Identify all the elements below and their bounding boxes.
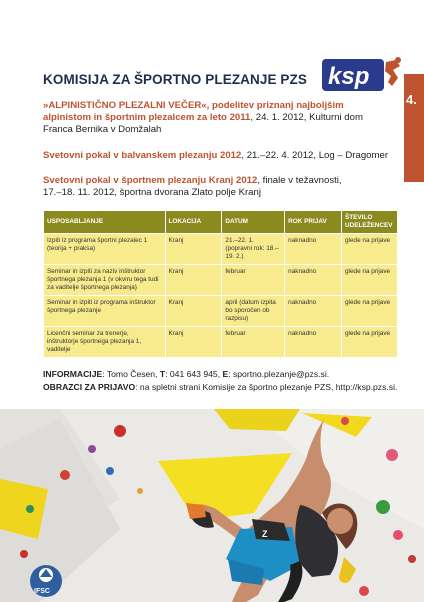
table-cell: naknadno: [285, 234, 342, 265]
col-header-training: USPOSABLJANJE: [44, 211, 166, 234]
table-row: [44, 234, 398, 265]
event-3: [43, 175, 393, 199]
ksp-logo: [320, 56, 404, 94]
col-header-location: LOKACIJA: [165, 211, 222, 234]
contact-name: : Tomo Česen,: [102, 369, 158, 379]
event-3-name: Svetovni pokal v športnem plezanju Kranj 2012: [43, 175, 258, 186]
svg-text:Z: Z: [262, 529, 268, 539]
training-table: [43, 210, 398, 358]
table-cell: februar: [222, 327, 285, 358]
col-header-date: DATUM: [222, 211, 285, 234]
climber-photo: [0, 409, 424, 602]
event-1-details: , 24. 1. 2012, Kulturni dom Franca Bernika v Domžalah: [43, 112, 363, 135]
table-cell: naknadno: [285, 296, 342, 327]
table-cell: Seminar in izpiti iz programa inštruktor športnega plezanje: [44, 296, 166, 327]
table-cell: glede na prijave: [341, 296, 397, 327]
table-cell: glede na prijave: [341, 234, 397, 265]
col-header-participants: ŠTEVILO UDELEŽENCEV: [341, 211, 397, 234]
table-row: [44, 265, 398, 296]
section-number: 4.: [406, 92, 417, 107]
table-cell: Izpiti iz programa športni plezalec 1 (teorija + praksa): [44, 234, 166, 265]
table-cell: februar: [222, 265, 285, 296]
contact-label: INFORMACIJE: [43, 369, 103, 379]
forms-label: OBRAZCI ZA PRIJAVO: [43, 382, 136, 392]
table-cell: Seminar in izpiti za naziv inštruktor športnega plezanja 1 (v okviru tega tudi za vaditelje športnega plezanja): [44, 265, 166, 296]
section-tab: [404, 74, 424, 182]
forms-text: : na spletni strani Komisije za športno plezanje PZS, http://ksp.pzs.si.: [135, 382, 398, 392]
contact-info: [43, 369, 329, 380]
table-cell: glede na prijave: [341, 327, 397, 358]
contact-phone: : 041 643 945,: [165, 369, 221, 379]
table-cell: Licenčni seminar za trenerje, inštruktorje športnega plezanja 1, vaditelje: [44, 327, 166, 358]
page-title: KOMISIJA ZA ŠPORTNO PLEZANJE PZS: [43, 72, 307, 87]
table-row: [44, 296, 398, 327]
table-cell: Kranj: [165, 234, 222, 265]
table-header-row: [44, 211, 398, 234]
table-cell: 21.–22. 1. (popravni rok: 18.–19. 2.): [222, 234, 285, 265]
table-cell: glede na prijave: [341, 265, 397, 296]
email-label: E: [222, 369, 229, 379]
event-1: [43, 100, 393, 136]
col-header-deadline: ROK PRIJAV: [285, 211, 342, 234]
event-2-name: Svetovni pokal v balvanskem plezanju 2012: [43, 150, 242, 161]
event-1-name: »ALPINISTIČNO PLEZALNI VEČER«, podelitev priznanj najboljšim alpinistom in športnim plezalcem za leto 2011: [43, 100, 344, 123]
ifsc-badge-text: IFSC: [34, 588, 50, 595]
event-2: [43, 150, 393, 162]
table-cell: Kranj: [165, 296, 222, 327]
table-cell: naknadno: [285, 265, 342, 296]
event-2-details: , 21.–22. 4. 2012, Log – Dragomer: [241, 150, 389, 161]
table-row: [44, 327, 398, 358]
table-cell: Kranj: [165, 265, 222, 296]
table-cell: Kranj: [165, 327, 222, 358]
forms-info: [43, 382, 397, 393]
event-3-details-2: 17.–18. 11. 2012, športna dvorana Zlato polje Kranj: [43, 187, 261, 198]
event-3-details-1: , finale v težavnosti,: [257, 175, 342, 186]
table-cell: naknadno: [285, 327, 342, 358]
contact-email: : sportno.plezanje@pzs.si.: [228, 369, 330, 379]
table-cell: april (datum izpita bo sporočen ob razpisu): [222, 296, 285, 327]
svg-text:ksp: ksp: [328, 63, 370, 90]
phone-label: T: [159, 369, 166, 379]
